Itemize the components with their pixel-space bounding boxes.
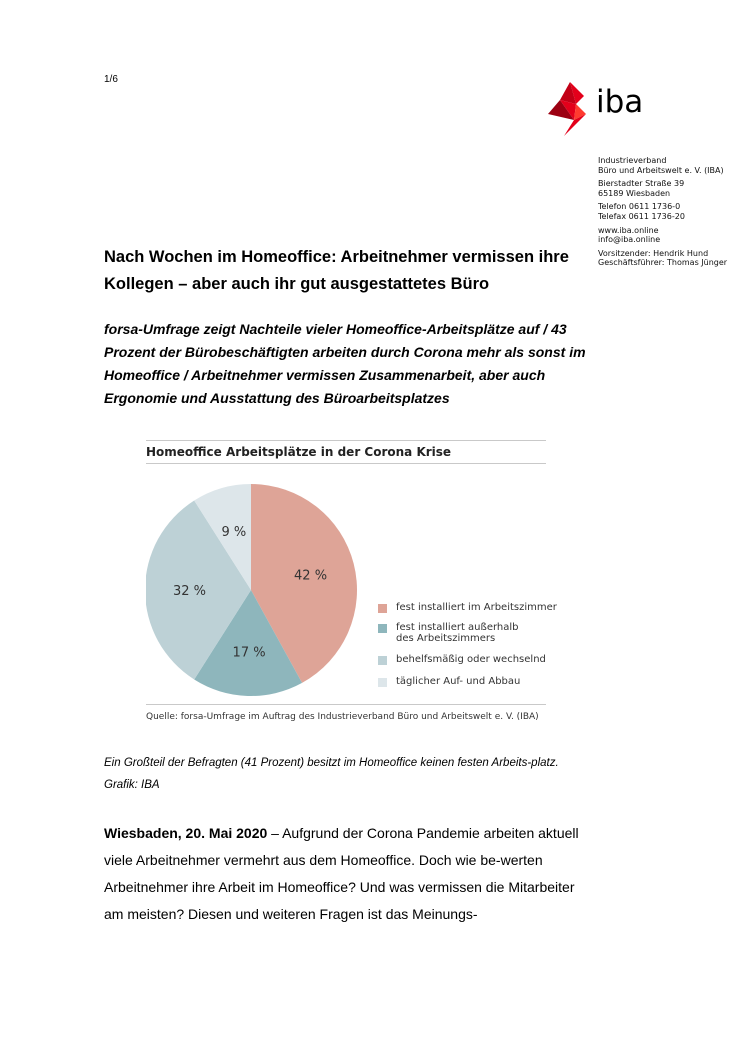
fax-line: Telefax 0611 1736-20: [598, 211, 685, 221]
org-line: Industrieverband: [598, 156, 667, 165]
dateline: Wiesbaden, 20. Mai 2020: [104, 825, 268, 841]
chart-title: Homeoffice Arbeitsplätze in der Corona Krise: [146, 445, 452, 459]
chart-bottom-rule: [146, 704, 546, 705]
address-line: 65189 Wiesbaden: [598, 188, 671, 198]
address-line: Bierstadter Straße 39: [598, 179, 685, 189]
people-block: [598, 249, 738, 268]
legend-swatch: [378, 604, 387, 613]
legend-label: fest installiert außerhalb des Arbeitszimmers: [396, 622, 519, 644]
email-link[interactable]: info@iba.online: [598, 235, 661, 245]
chairman-line: Vorsitzender: Hendrik Hund: [598, 248, 709, 258]
pie-chart: [146, 470, 376, 710]
chart-figure: [146, 440, 557, 730]
slice-value-label: 32 %: [173, 584, 207, 599]
chart-title-rule: [146, 463, 546, 464]
slice-value-label: 42 %: [294, 568, 328, 584]
figure-caption: Ein Großteil der Befragten (41 Prozent) besitzt im Homeoffice keinen festen Arbeits-platz. Grafik: IBA: [104, 757, 559, 791]
iba-logo: [548, 80, 648, 138]
legend-label: fest installiert im Arbeitszimmer: [396, 602, 557, 613]
website-link[interactable]: www.iba.online: [598, 225, 659, 235]
headline: Nach Wochen im Homeoffice: Arbeitnehmer vermissen ihre Kollegen – aber auch ihr gut ausgestattetes Büro: [104, 248, 569, 293]
page-number: 1/6: [104, 74, 118, 85]
chart-top-rule: [146, 440, 546, 441]
phone-line: Telefon 0611 1736-0: [598, 202, 681, 212]
legend-swatch: [378, 678, 387, 687]
managing-director-line: Geschäftsführer: Thomas Jünger: [598, 258, 728, 268]
slice-value-label: 9 %: [221, 524, 247, 540]
legend-swatch: [378, 656, 387, 665]
web-block: [598, 226, 738, 245]
legend-swatch: [378, 624, 387, 633]
legend-label: behelfsmäßig oder wechselnd: [396, 654, 546, 665]
phone-block: [598, 202, 738, 221]
contact-sidebar: [598, 156, 738, 272]
legend-label: täglicher Auf- und Abbau: [396, 676, 521, 687]
logo-text: iba: [596, 84, 644, 120]
iba-logo-mark-icon: [548, 80, 594, 138]
body-paragraph: [104, 820, 589, 928]
subheadline: forsa-Umfrage zeigt Nachteile vieler Homeoffice-Arbeitsplätze auf / 43 Prozent der Bürobeschäftigten arbeiten durch Corona mehr als sonst im Homeoffice / Arbeitnehmer vermissen Zusammenarbeit, aber auch Ergonomie und Ausstattung des Büroarbeitsplatzes: [104, 321, 586, 406]
slice-value-label: 17 %: [232, 645, 266, 661]
chart-source: Quelle: forsa-Umfrage im Auftrag des Industrieverband Büro und Arbeitswelt e. V. (IBA): [146, 712, 539, 722]
org-line: Büro und Arbeitswelt e. V. (IBA): [598, 165, 724, 175]
body-text: – Aufgrund der Corona Pandemie arbeiten aktuell viele Arbeitnehmer vermehrt aus dem Homeoffice. Doch wie be-werten Arbeitnehmer ihre Arbeit im Homeoffice? Und was vermissen die Mitarbeiter am meisten? Diesen und weiteren Fragen ist das Meinungs-: [104, 825, 579, 922]
org-block: [598, 156, 738, 175]
address-block: [598, 179, 738, 198]
